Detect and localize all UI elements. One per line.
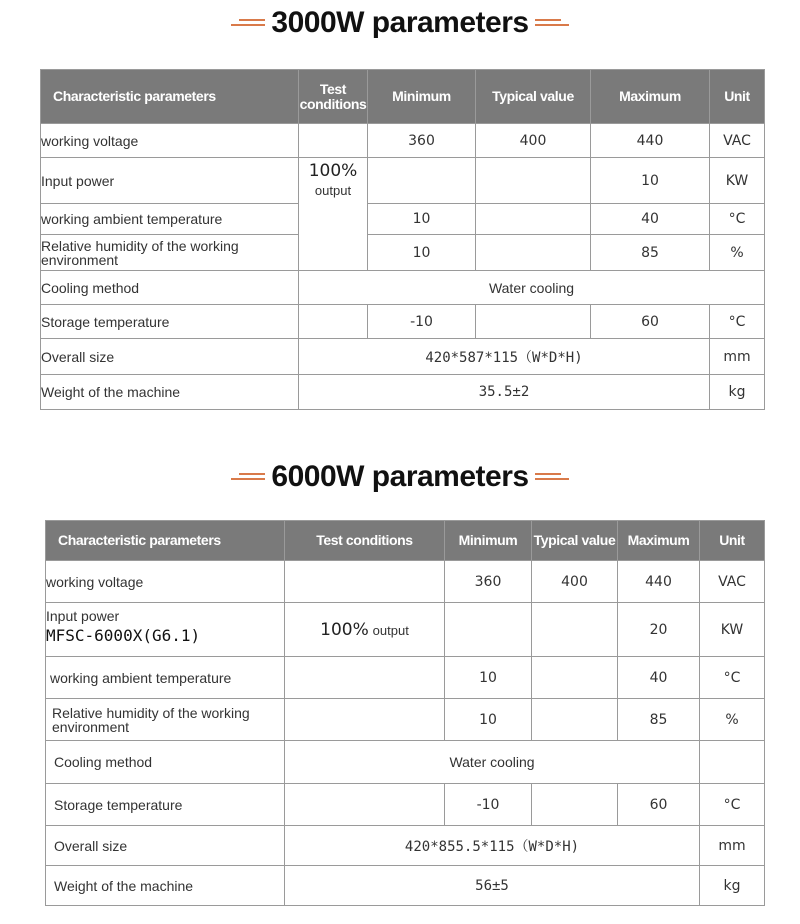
row-storage-temperature <box>41 305 765 339</box>
value-min: 10 <box>368 235 476 271</box>
header-characteristic: Characteristic parameters <box>46 521 285 561</box>
value-unit: °C <box>710 305 765 339</box>
value-unit: mm <box>710 339 765 375</box>
value-unit: mm <box>700 826 765 866</box>
value-typical <box>476 204 591 235</box>
header-typical: Typical value <box>532 521 618 561</box>
label-working-voltage: working voltage <box>46 561 285 603</box>
value-typical <box>532 699 618 741</box>
cell-test <box>285 657 445 699</box>
value-unit <box>700 741 765 784</box>
header-characteristic: Characteristic parameters <box>41 70 299 124</box>
decorative-lines-right <box>535 18 571 28</box>
cell-test <box>299 305 368 339</box>
value-min: 10 <box>445 699 532 741</box>
value-unit: VAC <box>700 561 765 603</box>
header-test-line1: Test <box>319 80 347 97</box>
row-input-power <box>41 158 765 204</box>
model-number: MFSC-6000X(G6.1) <box>46 626 201 645</box>
test-condition-text: output <box>372 622 409 638</box>
value-typical <box>532 603 618 657</box>
label-relative-humidity: Relative humidity of the working environment <box>46 699 285 741</box>
decorative-lines-left <box>229 18 265 28</box>
value-min: 360 <box>368 124 476 158</box>
value-typical: 400 <box>532 561 618 603</box>
value-typical <box>476 158 591 204</box>
value-unit: kg <box>710 375 765 410</box>
value-typical <box>532 784 618 826</box>
title-text: 6000W parameters <box>271 460 529 493</box>
header-typical: Typical value <box>476 70 591 124</box>
header-maximum: Maximum <box>591 70 710 124</box>
value-overall-size: 420*855.5*115（W*D*H) <box>285 826 700 866</box>
value-unit: kg <box>700 866 765 906</box>
row-cooling-method <box>46 741 765 784</box>
value-unit: KW <box>700 603 765 657</box>
cell-test <box>285 784 445 826</box>
cell-test-condition <box>285 603 445 657</box>
label-weight: Weight of the machine <box>46 866 285 906</box>
value-max: 40 <box>618 657 700 699</box>
value-unit: °C <box>700 657 765 699</box>
value-unit: VAC <box>710 124 765 158</box>
value-unit: °C <box>710 204 765 235</box>
value-max: 440 <box>618 561 700 603</box>
value-unit: °C <box>700 784 765 826</box>
header-test-conditions: Test conditions <box>285 521 445 561</box>
value-unit: % <box>700 699 765 741</box>
decorative-lines-left <box>229 472 265 482</box>
cell-test <box>285 561 445 603</box>
value-weight: 35.5±2 <box>299 375 710 410</box>
value-typical <box>532 657 618 699</box>
row-working-voltage <box>41 124 765 158</box>
label-ambient-temperature: working ambient temperature <box>46 657 285 699</box>
row-ambient-temperature <box>41 204 765 235</box>
decorative-lines-right <box>535 472 571 482</box>
test-condition-percent: 100% <box>320 619 369 640</box>
label-input-power: Input power <box>46 608 120 624</box>
row-cooling-method <box>41 271 765 305</box>
value-min: 10 <box>445 657 532 699</box>
label-storage-temperature: Storage temperature <box>41 305 299 339</box>
value-cooling-method: Water cooling <box>285 741 700 784</box>
value-typical: 400 <box>476 124 591 158</box>
header-maximum: Maximum <box>618 521 700 561</box>
header-test-line2: conditions <box>299 95 367 112</box>
header-unit: Unit <box>700 521 765 561</box>
row-overall-size <box>41 339 765 375</box>
label-overall-size: Overall size <box>41 339 299 375</box>
label-ambient-temperature: working ambient temperature <box>41 204 299 235</box>
test-condition-text: output <box>314 183 352 198</box>
value-overall-size: 420*587*115（W*D*H) <box>299 339 710 375</box>
row-ambient-temperature <box>46 657 765 699</box>
value-max: 85 <box>591 235 710 271</box>
row-relative-humidity <box>41 235 765 271</box>
value-min: 360 <box>445 561 532 603</box>
section-title-3000w <box>0 6 800 40</box>
label-cooling-method: Cooling method <box>41 271 299 305</box>
header-minimum: Minimum <box>445 521 532 561</box>
label-input-power-cell <box>46 603 285 657</box>
cell-test-condition <box>299 158 368 271</box>
row-working-voltage <box>46 561 765 603</box>
label-storage-temperature: Storage temperature <box>46 784 285 826</box>
value-max: 60 <box>618 784 700 826</box>
header-row <box>46 521 765 561</box>
value-max: 85 <box>618 699 700 741</box>
header-minimum: Minimum <box>368 70 476 124</box>
value-max: 40 <box>591 204 710 235</box>
value-typical <box>476 305 591 339</box>
header-unit: Unit <box>710 70 765 124</box>
row-weight <box>46 866 765 906</box>
label-cooling-method: Cooling method <box>46 741 285 784</box>
value-unit: % <box>710 235 765 271</box>
label-overall-size: Overall size <box>46 826 285 866</box>
value-min <box>368 158 476 204</box>
value-max: 60 <box>591 305 710 339</box>
row-overall-size <box>46 826 765 866</box>
row-input-power <box>46 603 765 657</box>
title-text: 3000W parameters <box>271 6 529 39</box>
params-table-6000w <box>45 520 765 906</box>
value-max: 440 <box>591 124 710 158</box>
value-max: 20 <box>618 603 700 657</box>
row-storage-temperature <box>46 784 765 826</box>
value-min: -10 <box>445 784 532 826</box>
header-row <box>41 70 765 124</box>
test-condition-percent: 100% <box>308 161 358 181</box>
label-input-power: Input power <box>41 158 299 204</box>
label-working-voltage: working voltage <box>41 124 299 158</box>
value-cooling-method: Water cooling <box>299 271 765 305</box>
value-min: 10 <box>368 204 476 235</box>
value-typical <box>476 235 591 271</box>
params-table-3000w <box>40 69 765 410</box>
row-relative-humidity <box>46 699 765 741</box>
value-unit: KW <box>710 158 765 204</box>
value-max: 10 <box>591 158 710 204</box>
section-title-6000w <box>0 460 800 494</box>
value-min: -10 <box>368 305 476 339</box>
label-weight: Weight of the machine <box>41 375 299 410</box>
label-relative-humidity: Relative humidity of the working environment <box>41 235 299 271</box>
value-weight: 56±5 <box>285 866 700 906</box>
row-weight <box>41 375 765 410</box>
cell-test <box>285 699 445 741</box>
value-min <box>445 603 532 657</box>
cell-test <box>299 124 368 158</box>
header-test-conditions <box>299 70 368 124</box>
